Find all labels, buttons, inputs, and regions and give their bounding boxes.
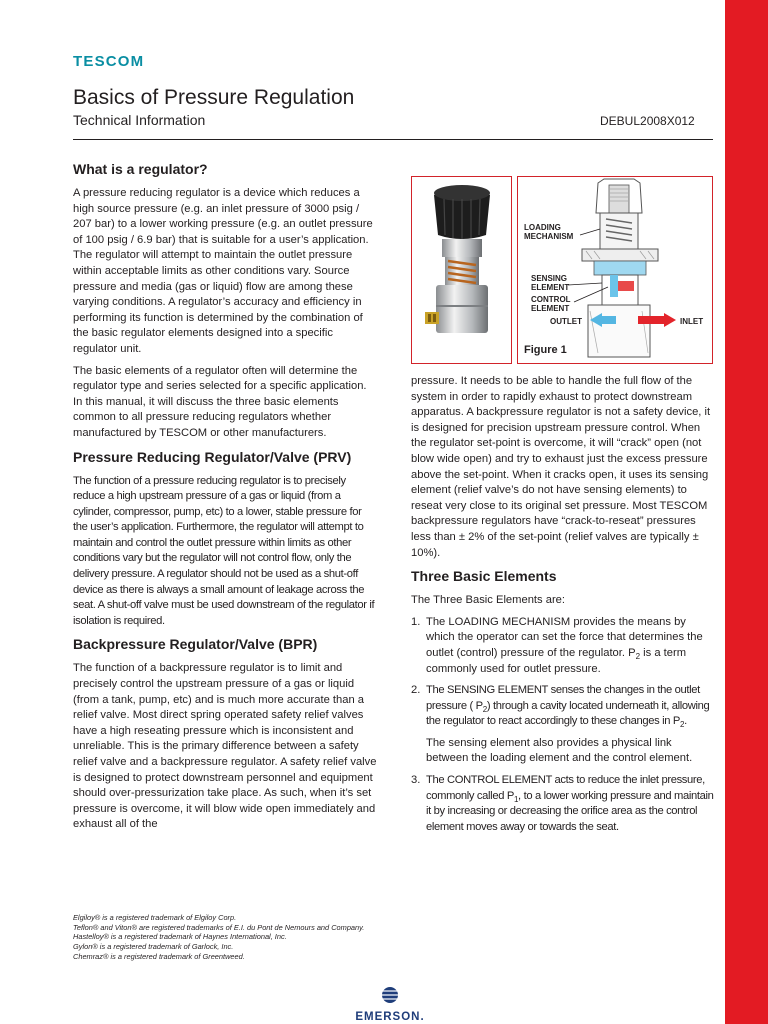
paragraph: A pressure reducing regulator is a device which reduces a high source pressure (e.g. an inlet pressure of 3000 psig / 207 bar) to a lower working pressure (e.g. an outlet pressure of 100 psig / 6.9 bar) that is suitable for a user’s application. The regulator will attempt to maintain the outlet pressure within acceptable limits as other conditions vary. Source pressure and media (gas or liquid) flow are among these varying conditions. A regulator’s accuracy and efficiency in performing its function is determined by the combination of the basic regulator elements designed into a specific regulator unit. — [73, 187, 373, 355]
footnote: Chemraz® is a registered trademark of Greentweed. — [73, 951, 245, 961]
paragraph: pressure. It needs to be able to handle the full flow of the system in order to rapidly exhaust to protect downstream apparatus. A backpressure regulator is not a safety device, it is designed for precision upstream pressure control. When the regulator set-point is overcome, it will “crack” open (not blow wide open) and try to exhaust just the excess pressure above the set-point. When it cracks open, it uses its sensing element (relief valve’s do not have sensing elements) to reseat very close to its original set pressure. Most TESCOM backpressure regulators have “crack-to-reseat” pressures less than ± 2% of the set-point (relief valves are typically ± 10%). — [411, 375, 711, 559]
red-side-bar — [725, 0, 768, 1024]
right-column — [411, 374, 716, 841]
label-inlet: INLET — [680, 317, 704, 326]
paragraph: The function of a backpressure regulator is to limit and precisely control the upstream pressure of a gas or liquid (from a tank, pump, etc) and is much more accurate than a relief valve. Most direct spring operated safety relief valves have a high reseating pressure which is inconsistent and unreliable. This is the primary difference between a safety relief valve and a backpressure regulator. A safety relief valve is designed to protect downstream personnel and equipment should over-pressurization take place. As such, when it’s set pressure is overcome, it will blow wide open immediately and exhaust all of the — [73, 662, 377, 831]
basic-elements-list — [411, 615, 716, 836]
document-code: DEBUL2008X012 — [600, 114, 695, 128]
regulator-cross-section — [518, 177, 711, 362]
header-rule — [73, 139, 713, 140]
label-sensing-element: SENSING ELEMENT — [531, 274, 570, 292]
tescom-logo: TESCOM — [73, 53, 145, 70]
list-item: 3. The CONTROL ELEMENT acts to reduce the inlet pressure, commonly called $P_1$, to a lower working pressure and maintain it by increasing or decreasing the orifice area as the control element moves away or towards the seat. — [411, 774, 714, 833]
list-item: 1. The LOADING MECHANISM provides the means by which the operator can set the force that determines the outlet (control) pressure of the regulator. $P_2$ is a term commonly used for outlet pressure. — [411, 615, 703, 675]
page-subtitle: Technical Information — [73, 112, 206, 128]
section-heading-what-is: What is a regulator? — [73, 161, 208, 177]
paragraph: The Three Basic Elements are: — [411, 594, 566, 607]
section-heading-prv: Pressure Reducing Regulator/Valve (PRV) — [73, 448, 352, 465]
page-title: Basics of Pressure Regulation — [73, 86, 355, 109]
label-outlet: OUTLET — [550, 317, 582, 326]
regulator-diagram-frame — [517, 176, 713, 364]
figure-caption: Figure 1 — [524, 344, 567, 356]
regulator-photo-frame — [411, 176, 512, 364]
footnote: Gylon® is a registered trademark of Garlock, Inc. — [73, 942, 234, 952]
footnote: Teflon® and Viton® are registered trademarks of E.I. du Pont de Nemours and Company. — [73, 922, 365, 932]
footnote: Elgiloy® is a registered trademark of Elgiloy Corp. — [73, 913, 237, 922]
section-heading-bpr: Backpressure Regulator/Valve (BPR) — [73, 636, 318, 653]
emerson-logo: EMERSON. — [340, 986, 440, 1023]
label-loading-mechanism: LOADING MECHANISM — [524, 223, 574, 241]
label-control-element: CONTROL ELEMENT — [531, 295, 571, 313]
list-item: 2. The SENSING ELEMENT senses the changes in the outlet pressure ( $P_2$) through a cavity located underneath it, allowing the regulator to react accordingly to these changes in $P_2$. The sensing element also provides a physical link between the loading element and the control element. — [411, 684, 710, 765]
paragraph: The basic elements of a regulator often will determine the regulator type and series selected for a specific application. In this manual, it will discuss the three basic elements common to all pressure reducing regulators whether manufactured by TESCOM or other manufacturers. — [73, 364, 367, 439]
left-column — [73, 160, 378, 839]
section-heading-three-elements: Three Basic Elements — [411, 568, 557, 585]
regulator-photo — [412, 177, 510, 362]
footnote: Hastelloy® is a registered trademark of Haynes International, Inc. — [73, 932, 287, 942]
emerson-globe-icon — [379, 986, 401, 1004]
trademark-footnotes — [73, 913, 364, 962]
paragraph: The function of a pressure reducing regulator is to precisely reduce a high upstream pressure of a gas or liquid (from a cylinder, compressor, pump, etc) to a lower, stable pressure for the user’s application. Furthermore, the regulator will attempt to maintain and control the outlet pressure within limits as other conditions vary but the regulator will not control flow, only the delivery pressure. A regulator should not be used as a shut-off device as there is always a small amount of leakage across the seat. A shut-off valve must be used downstream of the regulator if isolation is required. — [73, 474, 375, 627]
